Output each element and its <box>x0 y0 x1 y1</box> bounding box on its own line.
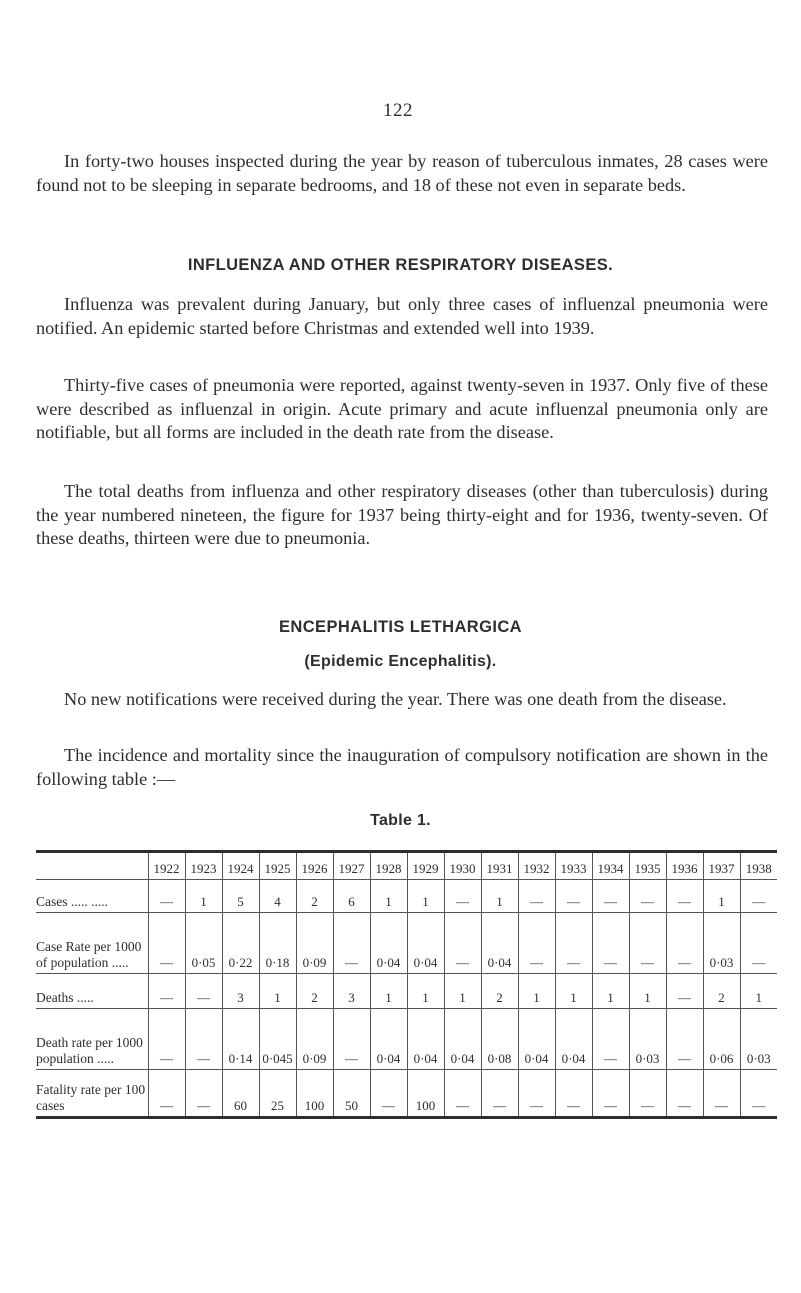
table-cell: — <box>444 880 481 913</box>
table-cell: — <box>740 880 777 913</box>
table-cell: — <box>555 913 592 974</box>
table-cell: 1 <box>518 974 555 1009</box>
table-caption: Table 1. <box>370 812 431 829</box>
table-cell: 0·03 <box>703 913 740 974</box>
table-cell: 3 <box>333 974 370 1009</box>
table-cell: — <box>518 913 555 974</box>
table-cell: 1 <box>370 880 407 913</box>
table-cell: — <box>629 880 666 913</box>
year-header-1926: 1926 <box>296 852 333 880</box>
table-cell: 2 <box>296 880 333 913</box>
table-cell: 0·05 <box>185 913 222 974</box>
intro-paragraph: In forty-two houses inspected during the year by reason of tuberculous inmates, 28 cases were found not to be sleeping in separate bedrooms, and 18 of these not even in separate beds. <box>36 151 768 195</box>
table-cell: — <box>333 913 370 974</box>
year-header-1930: 1930 <box>444 852 481 880</box>
table-cell: 1 <box>481 880 518 913</box>
table-cell: 0·04 <box>444 1009 481 1070</box>
row-label: Cases ..... ..... <box>36 880 148 913</box>
incidence-table <box>36 850 777 1119</box>
table-cell: 0·04 <box>370 913 407 974</box>
table-cell: — <box>666 1009 703 1070</box>
table-cell: — <box>666 974 703 1009</box>
table-cell: 0·04 <box>518 1009 555 1070</box>
table-cell: — <box>185 1070 222 1118</box>
year-header-1938: 1938 <box>740 852 777 880</box>
table-cell: 0·04 <box>407 1009 444 1070</box>
table-cell: 100 <box>296 1070 333 1118</box>
year-header-1931: 1931 <box>481 852 518 880</box>
encephalitis-heading: ENCEPHALITIS LETHARGICA <box>279 618 522 636</box>
row-label: Fatality rate per 100 cases <box>36 1082 146 1113</box>
year-header-1923: 1923 <box>185 852 222 880</box>
year-header-1933: 1933 <box>555 852 592 880</box>
table-cell: 2 <box>296 974 333 1009</box>
table-cell: — <box>629 1070 666 1118</box>
page-number: 122 <box>383 100 413 121</box>
table-cell: — <box>148 1070 185 1118</box>
table-cell: — <box>592 913 629 974</box>
year-header-1934: 1934 <box>592 852 629 880</box>
table-cell: 0·08 <box>481 1009 518 1070</box>
table-cell: — <box>148 913 185 974</box>
table-cell: 1 <box>629 974 666 1009</box>
table-row <box>36 1070 777 1118</box>
row-label: Case Rate per 1000 of population ..... <box>36 913 148 974</box>
table-cell: 1 <box>259 974 296 1009</box>
table-cell: — <box>740 1070 777 1118</box>
table-row <box>36 880 777 913</box>
table-cell: 1 <box>703 880 740 913</box>
year-header-1925: 1925 <box>259 852 296 880</box>
table-cell: — <box>592 1009 629 1070</box>
table-cell: — <box>518 1070 555 1118</box>
row-label: Deaths ..... <box>36 974 148 1009</box>
table-cell: 1 <box>740 974 777 1009</box>
table-cell: 0·04 <box>407 913 444 974</box>
encephalitis-paragraph-1: No new notifications were received during the year. There was one death from the disease. <box>64 689 727 709</box>
table-cell: — <box>444 913 481 974</box>
table-cell: — <box>592 1070 629 1118</box>
table-cell: 50 <box>333 1070 370 1118</box>
table-cell: 1 <box>407 880 444 913</box>
year-header-1928: 1928 <box>370 852 407 880</box>
table-body <box>36 880 777 1118</box>
table-cell: — <box>185 974 222 1009</box>
table-header-row <box>36 852 777 880</box>
year-header-1937: 1937 <box>703 852 740 880</box>
table-cell: — <box>740 913 777 974</box>
table-row <box>36 913 777 974</box>
table-cell: 0·14 <box>222 1009 259 1070</box>
influenza-heading: INFLUENZA AND OTHER RESPIRATORY DISEASES. <box>187 256 614 274</box>
table-cell: — <box>629 913 666 974</box>
year-header-1936: 1936 <box>666 852 703 880</box>
row-label: Death rate per 1000 population ..... <box>36 1009 148 1070</box>
year-header-1932: 1932 <box>518 852 555 880</box>
table-cell: 2 <box>481 974 518 1009</box>
table-cell: 0·09 <box>296 1009 333 1070</box>
encephalitis-paragraph-2: The incidence and mortality since the inauguration of compulsory notification are shown in the following table :— <box>36 745 768 789</box>
year-header-1929: 1929 <box>407 852 444 880</box>
table-cell: 0·03 <box>740 1009 777 1070</box>
table-cell: 1 <box>407 974 444 1009</box>
year-header-1924: 1924 <box>222 852 259 880</box>
table-cell: — <box>518 880 555 913</box>
table-row <box>36 974 777 1009</box>
table-cell: 1 <box>555 974 592 1009</box>
table-cell: — <box>555 1070 592 1118</box>
table-cell: 6 <box>333 880 370 913</box>
table-cell: — <box>148 880 185 913</box>
table-cell: 0·04 <box>481 913 518 974</box>
table-cell: 100 <box>407 1070 444 1118</box>
table-cell: 5 <box>222 880 259 913</box>
table-cell: 0·18 <box>259 913 296 974</box>
influenza-paragraph-1: Influenza was prevalent during January, but only three cases of influenzal pneumonia were notified. An epidemic started before Christmas and extended well into 1939. <box>36 294 768 338</box>
table-cell: — <box>333 1009 370 1070</box>
table-cell: — <box>185 1009 222 1070</box>
year-header-1927: 1927 <box>333 852 370 880</box>
table-cell: — <box>148 974 185 1009</box>
table-cell: 1 <box>444 974 481 1009</box>
table-corner-cell <box>36 852 148 880</box>
table-cell: — <box>666 913 703 974</box>
table-cell: 0·045 <box>259 1009 296 1070</box>
table-cell: — <box>666 880 703 913</box>
table-cell: 1 <box>185 880 222 913</box>
table-cell: 0·06 <box>703 1009 740 1070</box>
table-cell: 0·03 <box>629 1009 666 1070</box>
table-cell: — <box>481 1070 518 1118</box>
year-header-1935: 1935 <box>629 852 666 880</box>
table-cell: 25 <box>259 1070 296 1118</box>
influenza-paragraph-2: Thirty-five cases of pneumonia were reported, against twenty-seven in 1937. Only five of these were described as influenzal in origin. Acute primary and acute influenzal pneumonia only are notifiable, but all forms are included in the death rate from the disease. <box>36 375 768 442</box>
table-row <box>36 1009 777 1070</box>
table-cell: 0·04 <box>555 1009 592 1070</box>
table-cell: — <box>444 1070 481 1118</box>
table-cell: 1 <box>370 974 407 1009</box>
table-cell: 3 <box>222 974 259 1009</box>
encephalitis-subheading: (Epidemic Encephalitis). <box>304 653 497 670</box>
table-cell: — <box>555 880 592 913</box>
table-cell: 0·22 <box>222 913 259 974</box>
table-cell: — <box>148 1009 185 1070</box>
year-header-1922: 1922 <box>148 852 185 880</box>
table-cell: 2 <box>703 974 740 1009</box>
influenza-paragraph-3: The total deaths from influenza and other respiratory diseases (other than tuberculosis) during the year numbered nineteen, the figure for 1937 being thirty-eight and for 1936, twenty-seven. Of these deaths, thirteen were due to pneumonia. <box>36 481 768 548</box>
table-cell: 1 <box>592 974 629 1009</box>
table-cell: — <box>703 1070 740 1118</box>
table-cell: — <box>592 880 629 913</box>
table-cell: 0·09 <box>296 913 333 974</box>
table-cell: — <box>666 1070 703 1118</box>
table-cell: 4 <box>259 880 296 913</box>
table-cell: 60 <box>222 1070 259 1118</box>
table-cell: 0·04 <box>370 1009 407 1070</box>
table-cell: — <box>370 1070 407 1118</box>
